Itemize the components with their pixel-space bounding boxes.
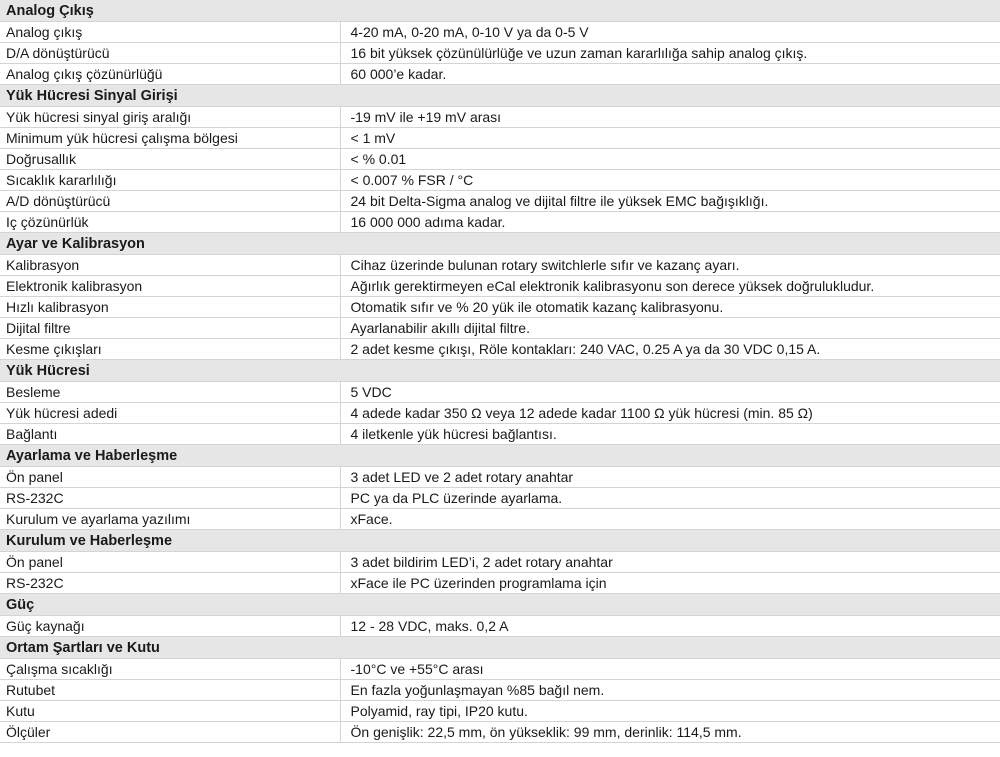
spec-label: Ön panel (0, 467, 340, 488)
spec-label: Iç çözünürlük (0, 212, 340, 233)
spec-label: Rutubet (0, 680, 340, 701)
section-header (0, 637, 1000, 659)
spec-row (0, 22, 1000, 43)
spec-label: Kalibrasyon (0, 255, 340, 276)
section-header (0, 594, 1000, 616)
section-header (0, 85, 1000, 107)
spec-value: PC ya da PLC üzerinde ayarlama. (340, 488, 1000, 509)
spec-label: Kurulum ve ayarlama yazılımı (0, 509, 340, 530)
spec-row (0, 212, 1000, 233)
spec-value: Polyamid, ray tipi, IP20 kutu. (340, 701, 1000, 722)
section-title: Kurulum ve Haberleşme (0, 530, 1000, 552)
section-header (0, 0, 1000, 22)
spec-value: xFace. (340, 509, 1000, 530)
spec-row (0, 297, 1000, 318)
spec-row (0, 382, 1000, 403)
spec-value: -19 mV ile +19 mV arası (340, 107, 1000, 128)
section-title: Ortam Şartları ve Kutu (0, 637, 1000, 659)
spec-row (0, 64, 1000, 85)
spec-value: < 0.007 % FSR / °C (340, 170, 1000, 191)
section-title: Analog Çıkış (0, 0, 1000, 22)
spec-value: < 1 mV (340, 128, 1000, 149)
spec-row (0, 509, 1000, 530)
spec-value: Ayarlanabilir akıllı dijital filtre. (340, 318, 1000, 339)
section-header (0, 360, 1000, 382)
spec-label: Bağlantı (0, 424, 340, 445)
spec-value: 12 - 28 VDC, maks. 0,2 A (340, 616, 1000, 637)
spec-label: Güç kaynağı (0, 616, 340, 637)
spec-value: 3 adet LED ve 2 adet rotary anahtar (340, 467, 1000, 488)
spec-value: 2 adet kesme çıkışı, Röle kontakları: 240 VAC, 0.25 A ya da 30 VDC 0,15 A. (340, 339, 1000, 360)
spec-value: 3 adet bildirim LED’i, 2 adet rotary anahtar (340, 552, 1000, 573)
spec-row (0, 701, 1000, 722)
spec-value: -10°C ve +55°C arası (340, 659, 1000, 680)
spec-label: Ölçüler (0, 722, 340, 743)
spec-value: 16 bit yüksek çözünülürlüğe ve uzun zaman kararlılığa sahip analog çıkış. (340, 43, 1000, 64)
spec-row (0, 616, 1000, 637)
spec-label: Minimum yük hücresi çalışma bölgesi (0, 128, 340, 149)
spec-row (0, 149, 1000, 170)
spec-value: < % 0.01 (340, 149, 1000, 170)
spec-value: Cihaz üzerinde bulunan rotary switchlerle sıfır ve kazanç ayarı. (340, 255, 1000, 276)
spec-value: 4 adede kadar 350 Ω veya 12 adede kadar 1100 Ω yük hücresi (min. 85 Ω) (340, 403, 1000, 424)
spec-row (0, 107, 1000, 128)
spec-label: RS-232C (0, 573, 340, 594)
spec-label: Doğrusallık (0, 149, 340, 170)
spec-value: Ön genişlik: 22,5 mm, ön yükseklik: 99 mm, derinlik: 114,5 mm. (340, 722, 1000, 743)
spec-label: Elektronik kalibrasyon (0, 276, 340, 297)
spec-label: A/D dönüştürücü (0, 191, 340, 212)
section-title: Ayarlama ve Haberleşme (0, 445, 1000, 467)
spec-value: 4-20 mA, 0-20 mA, 0-10 V ya da 0-5 V (340, 22, 1000, 43)
spec-row (0, 255, 1000, 276)
spec-value: 24 bit Delta-Sigma analog ve dijital filtre ile yüksek EMC bağışıklığı. (340, 191, 1000, 212)
section-title: Yük Hücresi (0, 360, 1000, 382)
spec-label: D/A dönüştürücü (0, 43, 340, 64)
section-header (0, 233, 1000, 255)
spec-row (0, 339, 1000, 360)
spec-label: Ön panel (0, 552, 340, 573)
spec-label: Yük hücresi adedi (0, 403, 340, 424)
spec-row (0, 467, 1000, 488)
spec-value: Otomatik sıfır ve % 20 yük ile otomatik kazanç kalibrasyonu. (340, 297, 1000, 318)
section-title: Yük Hücresi Sinyal Girişi (0, 85, 1000, 107)
spec-value: En fazla yoğunlaşmayan %85 bağıl nem. (340, 680, 1000, 701)
spec-row (0, 680, 1000, 701)
spec-label: Dijital filtre (0, 318, 340, 339)
spec-row (0, 403, 1000, 424)
spec-label: Sıcaklık kararlılığı (0, 170, 340, 191)
spec-label: Hızlı kalibrasyon (0, 297, 340, 318)
section-title: Ayar ve Kalibrasyon (0, 233, 1000, 255)
spec-label: Besleme (0, 382, 340, 403)
spec-row (0, 659, 1000, 680)
spec-row (0, 424, 1000, 445)
spec-value: xFace ile PC üzerinden programlama için (340, 573, 1000, 594)
spec-value: 4 iletkenle yük hücresi bağlantısı. (340, 424, 1000, 445)
spec-row (0, 722, 1000, 743)
spec-label: Çalışma sıcaklığı (0, 659, 340, 680)
spec-value: 5 VDC (340, 382, 1000, 403)
spec-value: 60 000’e kadar. (340, 64, 1000, 85)
spec-label: Kesme çıkışları (0, 339, 340, 360)
spec-row (0, 552, 1000, 573)
spec-row (0, 191, 1000, 212)
spec-row (0, 573, 1000, 594)
spec-row (0, 170, 1000, 191)
section-header (0, 530, 1000, 552)
spec-label: Kutu (0, 701, 340, 722)
section-header (0, 445, 1000, 467)
spec-label: Analog çıkış (0, 22, 340, 43)
spec-label: Yük hücresi sinyal giriş aralığı (0, 107, 340, 128)
spec-row (0, 318, 1000, 339)
spec-value: 16 000 000 adıma kadar. (340, 212, 1000, 233)
spec-row (0, 276, 1000, 297)
spec-row (0, 128, 1000, 149)
spec-row (0, 488, 1000, 509)
spec-value: Ağırlık gerektirmeyen eCal elektronik kalibrasyonu son derece yüksek doğrulukludur. (340, 276, 1000, 297)
spec-row (0, 43, 1000, 64)
section-title: Güç (0, 594, 1000, 616)
spec-label: RS-232C (0, 488, 340, 509)
spec-label: Analog çıkış çözünürlüğü (0, 64, 340, 85)
